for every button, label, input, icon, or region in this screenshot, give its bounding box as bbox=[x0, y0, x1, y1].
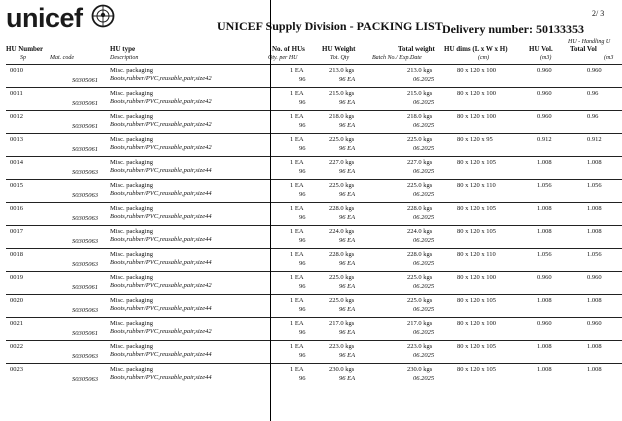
col-hu-vol: HU Vol. bbox=[529, 45, 553, 53]
col-hu-number: HU Number bbox=[6, 45, 44, 53]
row-divider bbox=[6, 156, 622, 157]
hu-number: 0013 bbox=[10, 136, 23, 143]
hu-number: 0021 bbox=[10, 320, 23, 327]
total-weight: 230.0 kgs bbox=[407, 366, 433, 373]
delivery-number: Delivery number: 50133353 bbox=[442, 22, 584, 36]
total-vol: 0.960 bbox=[587, 320, 602, 327]
hu-vol: 0.960 bbox=[537, 90, 552, 97]
exp-date: 06.2025 bbox=[413, 237, 435, 244]
no-of-hus: 1 EA bbox=[290, 205, 304, 212]
exp-date: 06.2025 bbox=[413, 145, 435, 152]
hu-dims: 80 x 120 x 105 bbox=[457, 366, 496, 373]
row-divider bbox=[6, 110, 622, 111]
unicef-emblem-icon bbox=[91, 4, 115, 28]
qty-per-hu: 96 bbox=[299, 283, 306, 290]
unit-note: HU - Handling U bbox=[568, 39, 611, 45]
total-vol: 0.912 bbox=[587, 136, 602, 143]
col-batch: Batch No./ Exp.Date bbox=[372, 55, 422, 61]
hu-vol: 0.960 bbox=[537, 67, 552, 74]
description: Boots,rubber/PVC,reusable,pair,size42 bbox=[110, 98, 212, 105]
description: Boots,rubber/PVC,reusable,pair,size44 bbox=[110, 374, 212, 381]
exp-date: 06.2025 bbox=[413, 191, 435, 198]
total-weight: 225.0 kgs bbox=[407, 136, 433, 143]
exp-date: 06.2025 bbox=[413, 329, 435, 336]
col-mat-code: Mat. code bbox=[50, 55, 74, 61]
material-code: S0305063 bbox=[72, 376, 98, 383]
col-total-weight: Total weight bbox=[398, 45, 435, 53]
row-divider bbox=[6, 340, 622, 341]
hu-vol: 0.960 bbox=[537, 274, 552, 281]
no-of-hus: 1 EA bbox=[290, 90, 304, 97]
row-divider bbox=[6, 271, 622, 272]
qty-per-hu: 96 bbox=[299, 76, 306, 83]
exp-date: 06.2025 bbox=[413, 122, 435, 129]
col-hu-weight: HU Weight bbox=[322, 45, 356, 53]
no-of-hus: 1 EA bbox=[290, 320, 304, 327]
total-weight: 224.0 kgs bbox=[407, 228, 433, 235]
no-of-hus: 1 EA bbox=[290, 182, 304, 189]
tot-qty: 96 EA bbox=[339, 145, 356, 152]
description: Boots,rubber/PVC,reusable,pair,size44 bbox=[110, 190, 212, 197]
tot-qty: 96 EA bbox=[339, 352, 356, 359]
total-vol: 1.008 bbox=[587, 228, 602, 235]
total-vol: 0.960 bbox=[587, 274, 602, 281]
exp-date: 06.2025 bbox=[413, 283, 435, 290]
total-vol: 1.008 bbox=[587, 159, 602, 166]
hu-number: 0020 bbox=[10, 297, 23, 304]
material-code: S0305063 bbox=[72, 353, 98, 360]
hu-type: Misc. packaging bbox=[110, 320, 153, 327]
qty-per-hu: 96 bbox=[299, 214, 306, 221]
hu-vol: 0.960 bbox=[537, 113, 552, 120]
col-qty-per-hu: Qty. per HU bbox=[268, 55, 298, 61]
material-code: S0305063 bbox=[72, 192, 98, 199]
hu-number: 0014 bbox=[10, 159, 23, 166]
material-code: S0305063 bbox=[72, 169, 98, 176]
total-vol: 0.96 bbox=[587, 113, 599, 120]
qty-per-hu: 96 bbox=[299, 168, 306, 175]
exp-date: 06.2025 bbox=[413, 99, 435, 106]
exp-date: 06.2025 bbox=[413, 260, 435, 267]
hu-dims: 80 x 120 x 100 bbox=[457, 67, 496, 74]
col-description: Description bbox=[110, 55, 139, 61]
hu-dims: 80 x 120 x 100 bbox=[457, 113, 496, 120]
hu-number: 0017 bbox=[10, 228, 23, 235]
hu-vol: 1.008 bbox=[537, 205, 552, 212]
no-of-hus: 1 EA bbox=[290, 297, 304, 304]
exp-date: 06.2025 bbox=[413, 214, 435, 221]
row-divider bbox=[6, 225, 622, 226]
hu-dims: 80 x 120 x 105 bbox=[457, 159, 496, 166]
row-divider bbox=[6, 294, 622, 295]
material-code: S0305061 bbox=[72, 77, 98, 84]
hu-type: Misc. packaging bbox=[110, 136, 153, 143]
row-divider bbox=[6, 133, 622, 134]
hu-number: 0022 bbox=[10, 343, 23, 350]
total-vol: 0.960 bbox=[587, 67, 602, 74]
hu-weight: 217.0 kgs bbox=[329, 320, 355, 327]
hu-type: Misc. packaging bbox=[110, 228, 153, 235]
hu-type: Misc. packaging bbox=[110, 274, 153, 281]
hu-dims: 80 x 120 x 105 bbox=[457, 297, 496, 304]
hu-number: 0018 bbox=[10, 251, 23, 258]
qty-per-hu: 96 bbox=[299, 122, 306, 129]
hu-type: Misc. packaging bbox=[110, 113, 153, 120]
description: Boots,rubber/PVC,reusable,pair,size42 bbox=[110, 75, 212, 82]
hu-dims: 80 x 120 x 100 bbox=[457, 90, 496, 97]
material-code: S0305063 bbox=[72, 261, 98, 268]
qty-per-hu: 96 bbox=[299, 329, 306, 336]
hu-vol: 1.056 bbox=[537, 251, 552, 258]
total-weight: 225.0 kgs bbox=[407, 297, 433, 304]
hu-weight: 228.0 kgs bbox=[329, 205, 355, 212]
description: Boots,rubber/PVC,reusable,pair,size44 bbox=[110, 351, 212, 358]
tot-qty: 96 EA bbox=[339, 306, 356, 313]
material-code: S0305063 bbox=[72, 215, 98, 222]
total-vol: 1.008 bbox=[587, 205, 602, 212]
no-of-hus: 1 EA bbox=[290, 159, 304, 166]
total-weight: 225.0 kgs bbox=[407, 274, 433, 281]
hu-dims: 80 x 120 x 105 bbox=[457, 205, 496, 212]
description: Boots,rubber/PVC,reusable,pair,size42 bbox=[110, 144, 212, 151]
hu-number: 0019 bbox=[10, 274, 23, 281]
hu-vol: 0.960 bbox=[537, 320, 552, 327]
tot-qty: 96 EA bbox=[339, 76, 356, 83]
qty-per-hu: 96 bbox=[299, 191, 306, 198]
hu-type: Misc. packaging bbox=[110, 205, 153, 212]
hu-vol: 1.008 bbox=[537, 159, 552, 166]
exp-date: 06.2025 bbox=[413, 352, 435, 359]
hu-number: 0023 bbox=[10, 366, 23, 373]
total-weight: 215.0 kgs bbox=[407, 90, 433, 97]
material-code: S0305061 bbox=[72, 284, 98, 291]
tot-qty: 96 EA bbox=[339, 122, 356, 129]
hu-dims: 80 x 120 x 100 bbox=[457, 274, 496, 281]
hu-type: Misc. packaging bbox=[110, 366, 153, 373]
hu-number: 0016 bbox=[10, 205, 23, 212]
material-code: S0305063 bbox=[72, 307, 98, 314]
tot-qty: 96 EA bbox=[339, 237, 356, 244]
col-dims-unit: (cm) bbox=[478, 55, 489, 61]
row-divider bbox=[6, 87, 622, 88]
hu-weight: 215.0 kgs bbox=[329, 90, 355, 97]
no-of-hus: 1 EA bbox=[290, 136, 304, 143]
material-code: S0305061 bbox=[72, 330, 98, 337]
hu-vol: 1.008 bbox=[537, 228, 552, 235]
scan-fold-line bbox=[270, 0, 271, 421]
tot-qty: 96 EA bbox=[339, 375, 356, 382]
page-number: 2/ 3 bbox=[592, 9, 605, 18]
hu-dims: 80 x 120 x 100 bbox=[457, 320, 496, 327]
hu-type: Misc. packaging bbox=[110, 251, 153, 258]
total-weight: 225.0 kgs bbox=[407, 182, 433, 189]
qty-per-hu: 96 bbox=[299, 99, 306, 106]
hu-dims: 80 x 120 x 95 bbox=[457, 136, 493, 143]
total-weight: 228.0 kgs bbox=[407, 251, 433, 258]
hu-number: 0011 bbox=[10, 90, 23, 97]
no-of-hus: 1 EA bbox=[290, 274, 304, 281]
hu-dims: 80 x 120 x 110 bbox=[457, 182, 496, 189]
row-divider bbox=[6, 363, 622, 364]
no-of-hus: 1 EA bbox=[290, 343, 304, 350]
total-vol: 0.96 bbox=[587, 90, 599, 97]
total-vol: 1.008 bbox=[587, 366, 602, 373]
hu-dims: 80 x 120 x 110 bbox=[457, 251, 496, 258]
total-vol: 1.008 bbox=[587, 343, 602, 350]
description: Boots,rubber/PVC,reusable,pair,size44 bbox=[110, 236, 212, 243]
description: Boots,rubber/PVC,reusable,pair,size42 bbox=[110, 121, 212, 128]
tot-qty: 96 EA bbox=[339, 99, 356, 106]
qty-per-hu: 96 bbox=[299, 375, 306, 382]
hu-weight: 228.0 kgs bbox=[329, 251, 355, 258]
qty-per-hu: 96 bbox=[299, 306, 306, 313]
exp-date: 06.2025 bbox=[413, 76, 435, 83]
hu-weight: 218.0 kgs bbox=[329, 113, 355, 120]
total-weight: 223.0 kgs bbox=[407, 343, 433, 350]
description: Boots,rubber/PVC,reusable,pair,size44 bbox=[110, 305, 212, 312]
document-title: UNICEF Supply Division - PACKING LIST bbox=[217, 19, 443, 33]
qty-per-hu: 96 bbox=[299, 352, 306, 359]
description: Boots,rubber/PVC,reusable,pair,size44 bbox=[110, 259, 212, 266]
no-of-hus: 1 EA bbox=[290, 113, 304, 120]
hu-vol: 0.912 bbox=[537, 136, 552, 143]
material-code: S0305061 bbox=[72, 146, 98, 153]
material-code: S0305061 bbox=[72, 100, 98, 107]
col-vol-unit: (m3) bbox=[540, 55, 552, 61]
description: Boots,rubber/PVC,reusable,pair,size44 bbox=[110, 167, 212, 174]
row-divider bbox=[6, 248, 622, 249]
material-code: S0305063 bbox=[72, 238, 98, 245]
hu-type: Misc. packaging bbox=[110, 159, 153, 166]
row-divider bbox=[6, 179, 622, 180]
description: Boots,rubber/PVC,reusable,pair,size42 bbox=[110, 282, 212, 289]
hu-number: 0015 bbox=[10, 182, 23, 189]
total-weight: 227.0 kgs bbox=[407, 159, 433, 166]
row-divider bbox=[6, 202, 622, 203]
no-of-hus: 1 EA bbox=[290, 228, 304, 235]
qty-per-hu: 96 bbox=[299, 145, 306, 152]
qty-per-hu: 96 bbox=[299, 260, 306, 267]
hu-vol: 1.056 bbox=[537, 182, 552, 189]
hu-weight: 227.0 kgs bbox=[329, 159, 355, 166]
hu-weight: 225.0 kgs bbox=[329, 274, 355, 281]
total-weight: 213.0 kgs bbox=[407, 67, 433, 74]
hu-type: Misc. packaging bbox=[110, 343, 153, 350]
hu-type: Misc. packaging bbox=[110, 67, 153, 74]
hu-weight: 224.0 kgs bbox=[329, 228, 355, 235]
no-of-hus: 1 EA bbox=[290, 251, 304, 258]
unicef-logo: unicef bbox=[6, 3, 83, 33]
hu-number: 0012 bbox=[10, 113, 23, 120]
hu-weight: 225.0 kgs bbox=[329, 297, 355, 304]
total-weight: 218.0 kgs bbox=[407, 113, 433, 120]
exp-date: 06.2025 bbox=[413, 168, 435, 175]
no-of-hus: 1 EA bbox=[290, 366, 304, 373]
row-divider bbox=[6, 317, 622, 318]
hu-weight: 223.0 kgs bbox=[329, 343, 355, 350]
hu-type: Misc. packaging bbox=[110, 90, 153, 97]
col-total-vol: Total Vol bbox=[570, 45, 597, 53]
material-code: S0305061 bbox=[72, 123, 98, 130]
col-no-hus: No. of HUs bbox=[272, 45, 305, 53]
hu-vol: 1.008 bbox=[537, 366, 552, 373]
no-of-hus: 1 EA bbox=[290, 67, 304, 74]
description: Boots,rubber/PVC,reusable,pair,size42 bbox=[110, 328, 212, 335]
hu-weight: 225.0 kgs bbox=[329, 182, 355, 189]
hu-vol: 1.008 bbox=[537, 297, 552, 304]
total-vol: 1.056 bbox=[587, 182, 602, 189]
hu-dims: 80 x 120 x 105 bbox=[457, 343, 496, 350]
total-weight: 228.0 kgs bbox=[407, 205, 433, 212]
col-hu-dims: HU dims (L x W x H) bbox=[444, 45, 508, 53]
hu-dims: 80 x 120 x 105 bbox=[457, 228, 496, 235]
tot-qty: 96 EA bbox=[339, 168, 356, 175]
hu-weight: 225.0 kgs bbox=[329, 136, 355, 143]
col-total-vol-unit: (m3 bbox=[604, 55, 614, 61]
hu-weight: 230.0 kgs bbox=[329, 366, 355, 373]
hu-type: Misc. packaging bbox=[110, 182, 153, 189]
description: Boots,rubber/PVC,reusable,pair,size44 bbox=[110, 213, 212, 220]
total-weight: 217.0 kgs bbox=[407, 320, 433, 327]
tot-qty: 96 EA bbox=[339, 283, 356, 290]
hu-type: Misc. packaging bbox=[110, 297, 153, 304]
hu-weight: 213.0 kgs bbox=[329, 67, 355, 74]
total-vol: 1.008 bbox=[587, 297, 602, 304]
col-sp: Sp bbox=[20, 55, 26, 61]
exp-date: 06.2025 bbox=[413, 306, 435, 313]
hu-vol: 1.008 bbox=[537, 343, 552, 350]
tot-qty: 96 EA bbox=[339, 329, 356, 336]
tot-qty: 96 EA bbox=[339, 191, 356, 198]
col-hu-type: HU type bbox=[110, 45, 136, 53]
qty-per-hu: 96 bbox=[299, 237, 306, 244]
header-rule bbox=[6, 64, 622, 65]
total-vol: 1.056 bbox=[587, 251, 602, 258]
tot-qty: 96 EA bbox=[339, 214, 356, 221]
hu-number: 0010 bbox=[10, 67, 23, 74]
exp-date: 06.2025 bbox=[413, 375, 435, 382]
tot-qty: 96 EA bbox=[339, 260, 356, 267]
col-tot-qty: Tot. Qty bbox=[330, 55, 350, 61]
